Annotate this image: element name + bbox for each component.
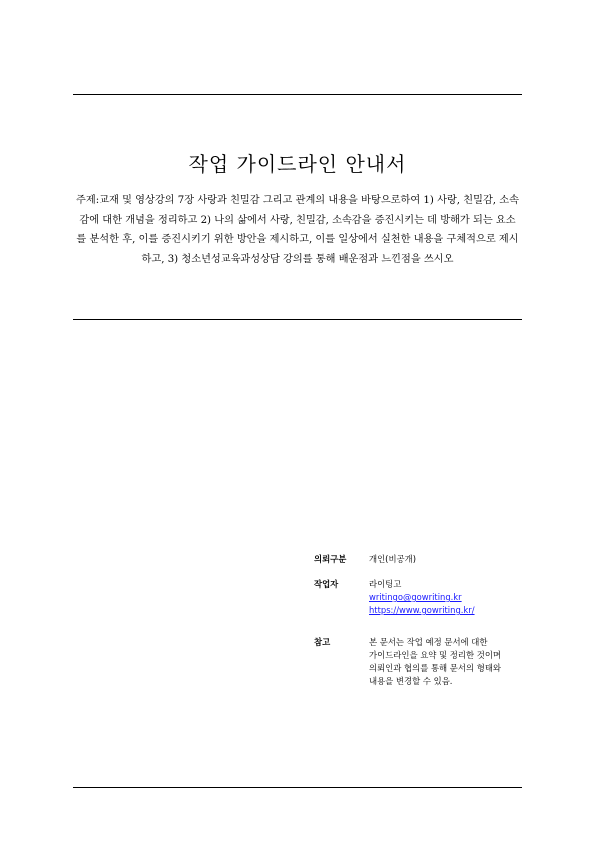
- author-label: 작업자: [314, 579, 339, 589]
- document-topic: 주제:교재 및 영상강의 7장 사랑과 친밀감 그리고 관계의 내용을 바탕으로하여 1) 사랑, 친밀감, 소속감에 대한 개념을 정리하고 2) 나의 삶에서 사랑, 친밀감, 소속감을 증진시키는 데 방해가 되는 요소를 분석한 후, 이를 증진시키기 위한 방안을 제시하고, 이를 일상에서 실천한 내용을 구체적으로 제시하고, 3) 청소년성교육과성상담 강의를 통해 배운점과 느낀점을 쓰시오: [76, 195, 519, 265]
- author-details: [369, 578, 554, 617]
- note-line: 본 문서는 작업 예정 문서에 대한: [369, 637, 488, 647]
- note-text: [369, 636, 554, 688]
- note-label: 참고: [314, 637, 331, 647]
- note-line: 가이드라인을 요약 및 정리한 것이며: [369, 650, 502, 660]
- client-type-value: 개인(비공개): [369, 554, 416, 564]
- client-type-label: 의뢰구분: [314, 554, 347, 564]
- author-email-link[interactable]: writingo@gowriting.kr: [369, 592, 462, 602]
- bottom-divider: [73, 787, 522, 788]
- top-divider: [73, 94, 522, 95]
- document-title: 작업 가이드라인 안내서: [188, 152, 407, 176]
- note-line: 내용을 변경할 수 있음.: [369, 676, 453, 686]
- middle-divider: [73, 319, 522, 320]
- note-line: 의뢰인과 협의를 통해 문서의 형태와: [369, 663, 502, 673]
- author-website-link[interactable]: https://www.gowriting.kr/: [369, 605, 475, 615]
- author-name: 라이팅고: [369, 579, 402, 589]
